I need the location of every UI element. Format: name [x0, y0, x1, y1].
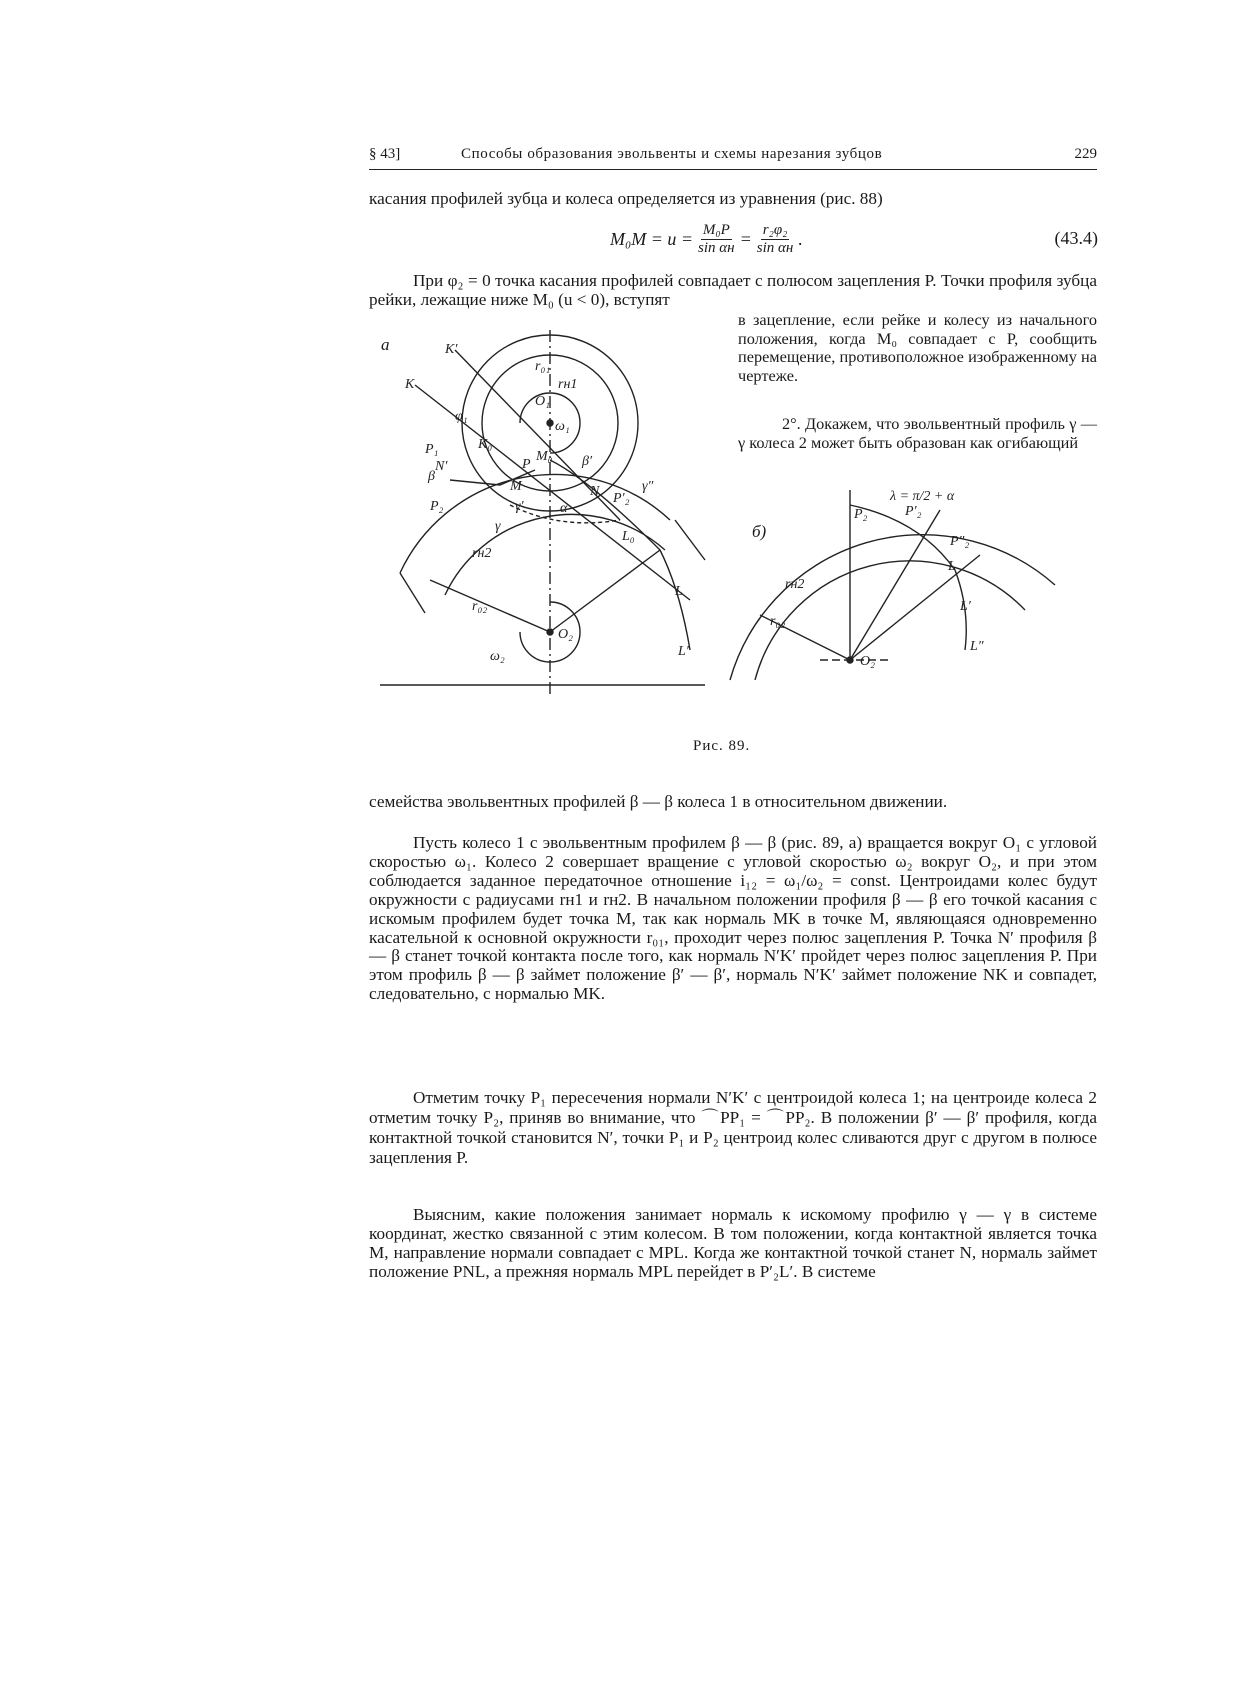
figure-a-label: P: [522, 457, 531, 472]
figure-89a: [380, 330, 705, 695]
figure-a-label: P₁: [425, 442, 439, 457]
figure-a-label: ω₁: [555, 419, 570, 434]
figure-a-label: N: [590, 484, 600, 499]
figure-a-label: K₀: [478, 437, 493, 452]
figure-b-label: P′₂: [905, 504, 922, 519]
figure-b-label: P″₂: [950, 534, 970, 549]
figure-b-label: L′: [960, 599, 971, 614]
figure-label-a: а: [381, 335, 390, 354]
equation-equals: =: [739, 229, 752, 249]
paragraph-1: касания профилей зубца и колеса определяется из уравнения (рис. 88): [369, 189, 883, 208]
figure-a-label: K′: [445, 342, 458, 357]
figure-a-label: N′: [435, 459, 448, 474]
involute-l: [850, 505, 966, 650]
radius-r02: [550, 550, 660, 632]
figure-a-label: L: [675, 584, 683, 599]
paragraph-6: Пусть колесо 1 с эвольвентным профилем β — β (рис. 89, а) вращается вокруг O₁ с угловой скоростью ω₁. Колесо 2 совершает вращение с угловой скоростью ω₂ вокруг O₂, и при этом соблюдается заданное передаточное отношение i₁₂ = ω₁/ω₂ = const. Центроидами колес будут окружности с радиусами rн1 и rн2. В начальном положении профиля β — β его точкой касания с искомым профилем будет точка M, так как нормаль MK в точке M, являющаяся одновременно касательной к основной окружности r₀₁, проходит через полюс зацепления P. Точка N′ профиля β — β станет точкой контакта после того, как нормаль N′K′ пройдет через полюс зацепления P. При этом профиль β — β займет положение β′ — β′, нормаль N′K′ займет положение NK и совпадет, следовательно, с нормалью MK.: [369, 833, 1097, 1004]
fraction-1-numerator: M₀P: [702, 222, 730, 238]
figure-b-label: rн2: [785, 577, 805, 592]
figure-a-label: M₀: [536, 449, 553, 464]
figure-a-label: rн1: [558, 377, 578, 392]
fraction-2-numerator: r₂φ₂: [762, 222, 788, 238]
equation-number: (43.4): [1054, 228, 1098, 248]
figure-a-label: ω₂: [490, 649, 505, 664]
fraction-1: [696, 222, 737, 257]
fraction-2-denominator: sin αн: [756, 240, 794, 256]
paragraph-5: семейства эвольвентных профилей β — β колеса 1 в относительном движении.: [369, 792, 948, 811]
ray-o2-p2-prime: [850, 510, 940, 660]
gear-2b-outer-arc: [730, 535, 1055, 680]
figure-89: [360, 330, 1120, 730]
figure-caption: Рис. 89.: [693, 738, 751, 754]
figure-a-label: O₂: [558, 627, 573, 642]
figure-a-label: O₁: [535, 394, 550, 409]
gear-2-edge-left: [400, 573, 425, 613]
figure-a-label: P′₂: [613, 491, 630, 506]
figure-a-label: r₀₂: [472, 599, 488, 614]
gear-2-edge-right: [675, 520, 705, 560]
figure-a-label: L₀: [622, 529, 635, 544]
figure-b-label: r₀₂: [770, 614, 786, 629]
figure-b-label: P₂: [854, 507, 868, 522]
figure-89b: [730, 490, 1055, 680]
section-number: § 43]: [369, 146, 401, 162]
paragraph-8: Выясним, какие положения занимает нормаль к искомому профилю γ — γ в системе координат, жестко связанной с этим колесом. В том положении, когда контактной является точка M, направление нормали совпадает с MPL. Когда же контактной точкой станет N, нормаль займет положение PNL, а прежняя нормаль MPL перейдет в P′₂L′. В системе: [369, 1205, 1097, 1281]
figure-a-label: M: [510, 479, 522, 494]
paragraph-4: 2°. Докажем, что эвольвентный профиль γ — γ колеса 2 может быть образован как огибающий: [738, 414, 1097, 452]
involute-gamma: [550, 460, 690, 650]
figure-label-b: б): [752, 522, 767, 541]
figure-a-label: rн2: [472, 546, 492, 561]
figure-a-label: γ″: [642, 479, 654, 494]
equation-dot: .: [798, 229, 803, 249]
paragraph-2: При φ₂ = 0 точка касания профилей совпадает с полюсом зацепления P. Точки профиля зубца рейки, лежащие ниже M₀ (u < 0), вступят: [369, 271, 1097, 309]
paragraph-7: Отметим точку P₁ пересечения нормали N′K′ с центроидой колеса 1; на центроиде колеса 2 отметим точку P₂, приняв во внимание, что ⌒PP₁ = ⌒PP₂. В положении β′ — β′ профиля, когда контактной точкой становится N′, точки P₁ и P₂ центроид колес сливаются друг с другом в полюсе зацепления P.: [369, 1088, 1097, 1167]
figure-a-label: β: [428, 469, 435, 484]
figure-a-label: P₂: [430, 499, 444, 514]
figure-a-label: φ₁: [455, 409, 468, 424]
figure-a-label: γ: [495, 519, 501, 534]
figure-a-label: β′: [582, 454, 593, 469]
running-title: Способы образования эвольвенты и схемы нарезания зубцов: [461, 146, 883, 162]
figure-a-label: L′: [678, 644, 689, 659]
figure-b-label: O₂: [860, 654, 875, 669]
radius-rh2: [430, 580, 550, 632]
figure-a-label: γ′: [515, 499, 524, 514]
figure-a-label: K: [405, 377, 415, 392]
figure-b-label: L: [948, 559, 956, 574]
fraction-2: [755, 222, 796, 257]
figure-b-label: L″: [970, 639, 984, 654]
fraction-1-denominator: sin αн: [698, 240, 735, 256]
figure-b-label: λ = π/2 + α: [890, 489, 955, 504]
figure-a-label: r₀₁: [535, 359, 551, 374]
running-header: [369, 143, 1097, 170]
page-number: 229: [1074, 146, 1097, 162]
equation-lhs: M₀M = u =: [610, 229, 694, 249]
paragraph-3: в зацепление, если рейке и колесу из начального положения, когда M₀ совпадает с P, сообщить перемещение, противоположное изображенному на чертеже.: [738, 310, 1097, 385]
equation-43-4: [610, 222, 803, 257]
figure-a-label: α: [560, 501, 568, 516]
